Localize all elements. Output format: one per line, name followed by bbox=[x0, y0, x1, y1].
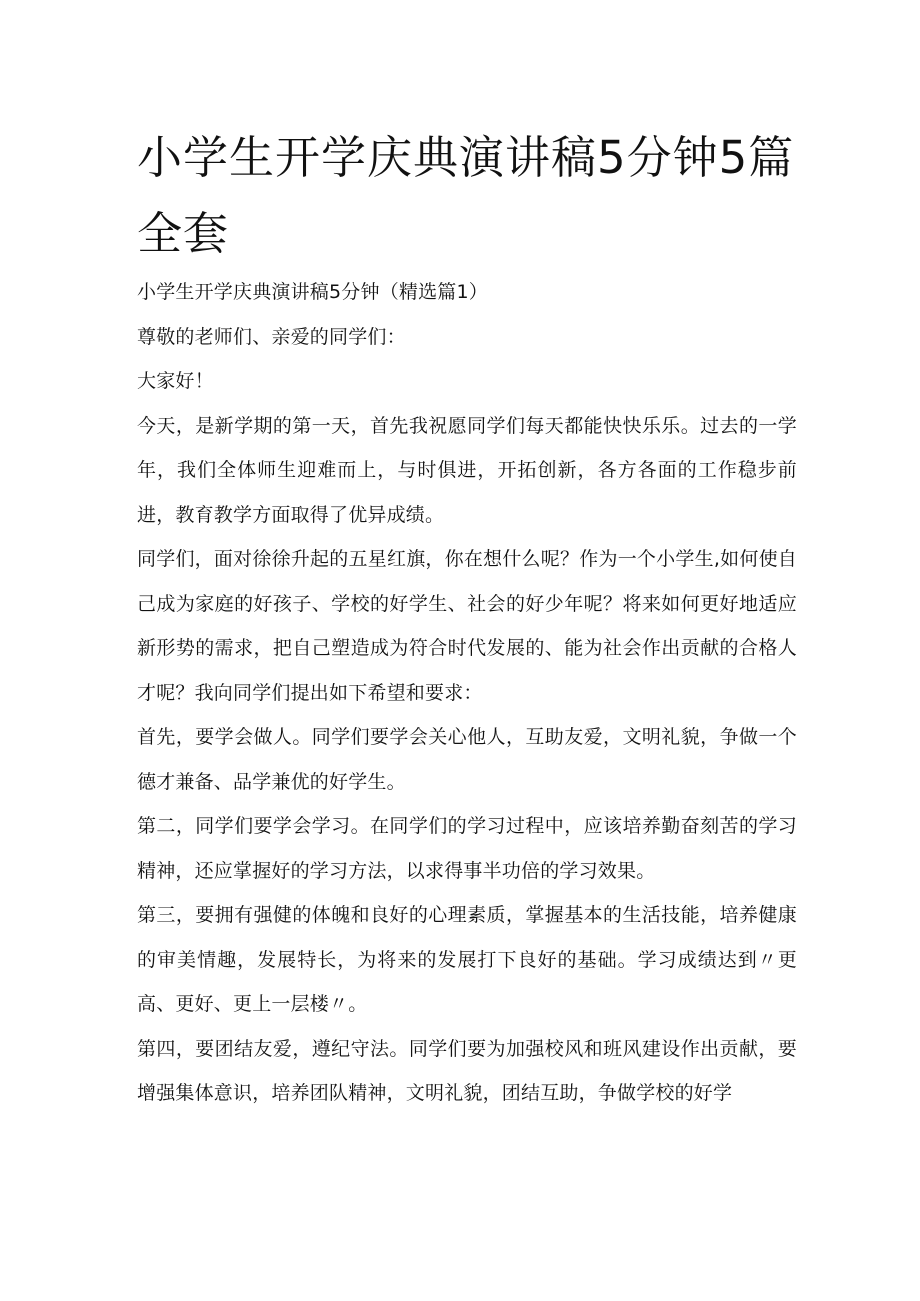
paragraph-fourth: 第四，要团结友爱，遵纪守法。同学们要为加强校风和班风建设作出贡献，要增强集体意识，培养团队精神，文明礼貌，团结互助，争做学校的好学 bbox=[137, 1037, 797, 1104]
paragraph-intro: 今天，是新学期的第一天，首先我祝愿同学们每天都能快快乐乐。过去的一学年，我们全体师生迎难而上，与时俱进，开拓创新，各方各面的工作稳步前进，教育教学方面取得了优异成绩。 bbox=[137, 414, 797, 526]
paragraph-third: 第三，要拥有强健的体魄和良好的心理素质，掌握基本的生活技能，培养健康的审美情趣，发展特长，为将来的发展打下良好的基础。学习成绩达到〃更高、更好、更上一层楼〃。 bbox=[137, 904, 797, 1015]
section-heading: 小学生开学庆典演讲稿5分钟（精选篇1） bbox=[137, 281, 488, 303]
greeting: 大家好！ bbox=[137, 370, 214, 392]
document-body bbox=[137, 270, 797, 1116]
document-title: 小学生开学庆典演讲稿5分钟5篇全套 bbox=[137, 131, 795, 260]
paragraph-question: 同学们，面对徐徐升起的五星红旗，你在想什么呢？作为一个小学生,如何使自己成为家庭的好孩子、学校的好学生、社会的好少年呢？将来如何更好地适应新形势的需求，把自己塑造成为符合时代发展的、能为社会作出贡献的合格人才呢？我向同学们提出如下希望和要求： bbox=[137, 548, 797, 704]
salutation: 尊敬的老师们、亲爱的同学们： bbox=[137, 325, 406, 348]
paragraph-second: 第二，同学们要学会学习。在同学们的学习过程中，应该培养勤奋刻苦的学习精神，还应掌握好的学习方法，以求得事半功倍的学习效果。 bbox=[137, 815, 797, 882]
paragraph-first: 首先，要学会做人。同学们要学会关心他人，互助友爱，文明礼貌，争做一个德才兼备、品学兼优的好学生。 bbox=[137, 726, 797, 793]
